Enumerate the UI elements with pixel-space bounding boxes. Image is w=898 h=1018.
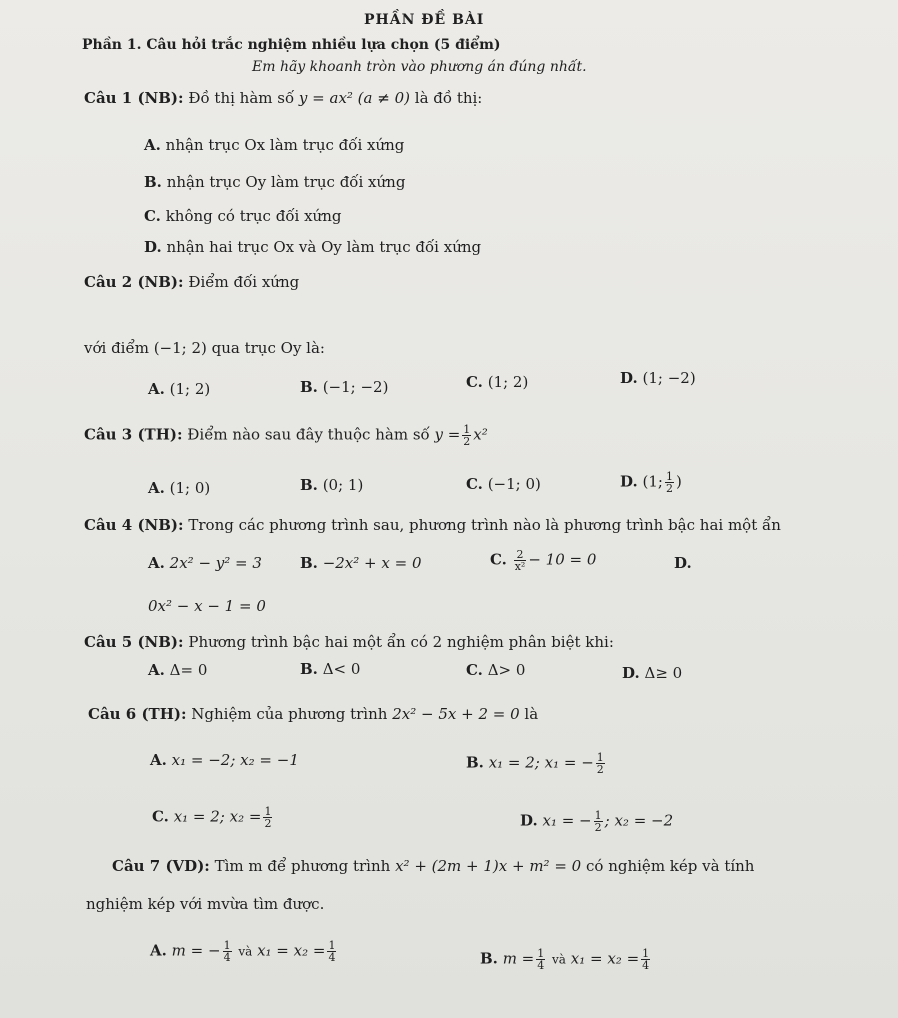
q3-option-d[interactable]: D. (1; $\frac{1}{2}$ ) xyxy=(620,470,682,495)
question-label: Câu 5 (NB): xyxy=(84,633,184,651)
instruction: Em hãy khoanh tròn vào phương án đúng nhất. xyxy=(252,59,587,75)
fraction: $\frac{2}{\text{x²}}$ xyxy=(514,548,526,573)
q2-option-c[interactable]: C. (1; 2) xyxy=(466,373,529,391)
fraction: $\frac{1}{4}$ xyxy=(537,947,545,972)
q4-option-b[interactable]: B. −2x² + x = 0 xyxy=(300,554,422,572)
q3-option-a[interactable]: A. (1; 0) xyxy=(148,479,211,497)
q2-option-a[interactable]: A. (1; 2) xyxy=(148,380,211,398)
question-label: Câu 4 (NB): xyxy=(84,516,184,534)
fraction: $\frac{1}{4}$ xyxy=(328,939,336,964)
question-1: Câu 1 (NB): Đồ thị hàm số y = ax² (a ≠ 0) là đồ thị: xyxy=(84,89,483,107)
q2-option-d[interactable]: D. (1; −2) xyxy=(620,369,696,387)
question-label: Câu 6 (TH): xyxy=(88,705,187,723)
q2-option-b[interactable]: B. (−1; −2) xyxy=(300,378,389,396)
question-label: Câu 2 (NB): xyxy=(84,273,184,291)
question-3: Câu 3 (TH): Điểm nào sau đây thuộc hàm số y = $\frac{1}{2}$ x² xyxy=(84,423,488,448)
question-2: Câu 2 (NB): Điểm đối xứng xyxy=(84,273,300,291)
q7-option-a[interactable]: A. m = − $\frac{1}{4}$ và x₁ = x₂ = $\frac{1}{4}$ xyxy=(150,939,336,964)
question-label: Câu 7 (VD): xyxy=(112,857,210,875)
q3-option-c[interactable]: C. (−1; 0) xyxy=(466,475,541,493)
q6-option-d[interactable]: D. x₁ = − $\frac{1}{2}$ ; x₂ = −2 xyxy=(520,809,674,834)
fraction: $\frac{1}{4}$ xyxy=(223,939,231,964)
question-label: Câu 3 (TH): xyxy=(84,425,183,444)
fraction: $\frac{1}{4}$ xyxy=(642,947,650,972)
q5-option-d[interactable]: D. Δ≥ 0 xyxy=(622,664,683,682)
fraction: $\frac{1}{2}$ xyxy=(665,470,673,495)
q7-option-b[interactable]: B. m = $\frac{1}{4}$ và x₁ = x₂ = $\frac{1}{4}$ xyxy=(480,947,650,972)
fraction: $\frac{1}{2}$ xyxy=(594,809,602,834)
q4-option-c[interactable]: C. $\frac{2}{\text{x²}}$ − 10 = 0 xyxy=(490,548,597,573)
question-4: Câu 4 (NB): Trong các phương trình sau, phương trình nào là phương trình bậc hai một ẩn xyxy=(84,516,781,534)
q6-option-b[interactable]: B. x₁ = 2; x₁ = − $\frac{1}{2}$ xyxy=(466,751,604,776)
q3-option-b[interactable]: B. (0; 1) xyxy=(300,476,364,494)
question-label: Câu 1 (NB): xyxy=(84,89,184,107)
q1-option-c[interactable]: C. không có trục đối xứng xyxy=(144,207,342,225)
q5-option-b[interactable]: B. Δ< 0 xyxy=(300,660,361,678)
q4-option-d-equation: 0x² − x − 1 = 0 xyxy=(148,597,266,615)
part-heading: Phần 1. Câu hỏi trắc nghiệm nhiều lựa chọn (5 điểm) xyxy=(82,37,501,53)
question-7-cont: nghiệm kép với mvừa tìm được. xyxy=(86,895,325,913)
q5-option-a[interactable]: A. Δ= 0 xyxy=(148,661,208,679)
q5-option-c[interactable]: C. Δ> 0 xyxy=(466,661,526,679)
question-2-cont: với điểm (−1; 2) qua trục Oy là: xyxy=(84,339,325,357)
q4-option-d[interactable]: D. xyxy=(674,554,692,572)
question-7: Câu 7 (VD): Tìm m để phương trình x² + (2m + 1)x + m² = 0 có nghiệm kép và tính xyxy=(112,857,755,875)
q1-option-b[interactable]: B. nhận trục Oy làm trục đối xứng xyxy=(144,173,406,191)
q1-option-d[interactable]: D. nhận hai trục Ox và Oy làm trục đối xứng xyxy=(144,238,482,256)
q6-option-c[interactable]: C. x₁ = 2; x₂ = $\frac{1}{2}$ xyxy=(152,805,272,830)
q4-option-a[interactable]: A. 2x² − y² = 3 xyxy=(148,554,262,572)
fraction: $\frac{1}{2}$ xyxy=(463,423,471,448)
fraction: $\frac{1}{2}$ xyxy=(596,751,604,776)
question-5: Câu 5 (NB): Phương trình bậc hai một ẩn có 2 nghiệm phân biệt khi: xyxy=(84,633,614,651)
q6-option-a[interactable]: A. x₁ = −2; x₂ = −1 xyxy=(150,751,299,769)
page-title: PHẦN ĐỀ BÀI xyxy=(364,12,485,28)
question-6: Câu 6 (TH): Nghiệm của phương trình 2x² − 5x + 2 = 0 là xyxy=(88,705,539,723)
fraction: $\frac{1}{2}$ xyxy=(264,805,272,830)
q1-option-a[interactable]: A. nhận trục Ox làm trục đối xứng xyxy=(144,136,405,154)
